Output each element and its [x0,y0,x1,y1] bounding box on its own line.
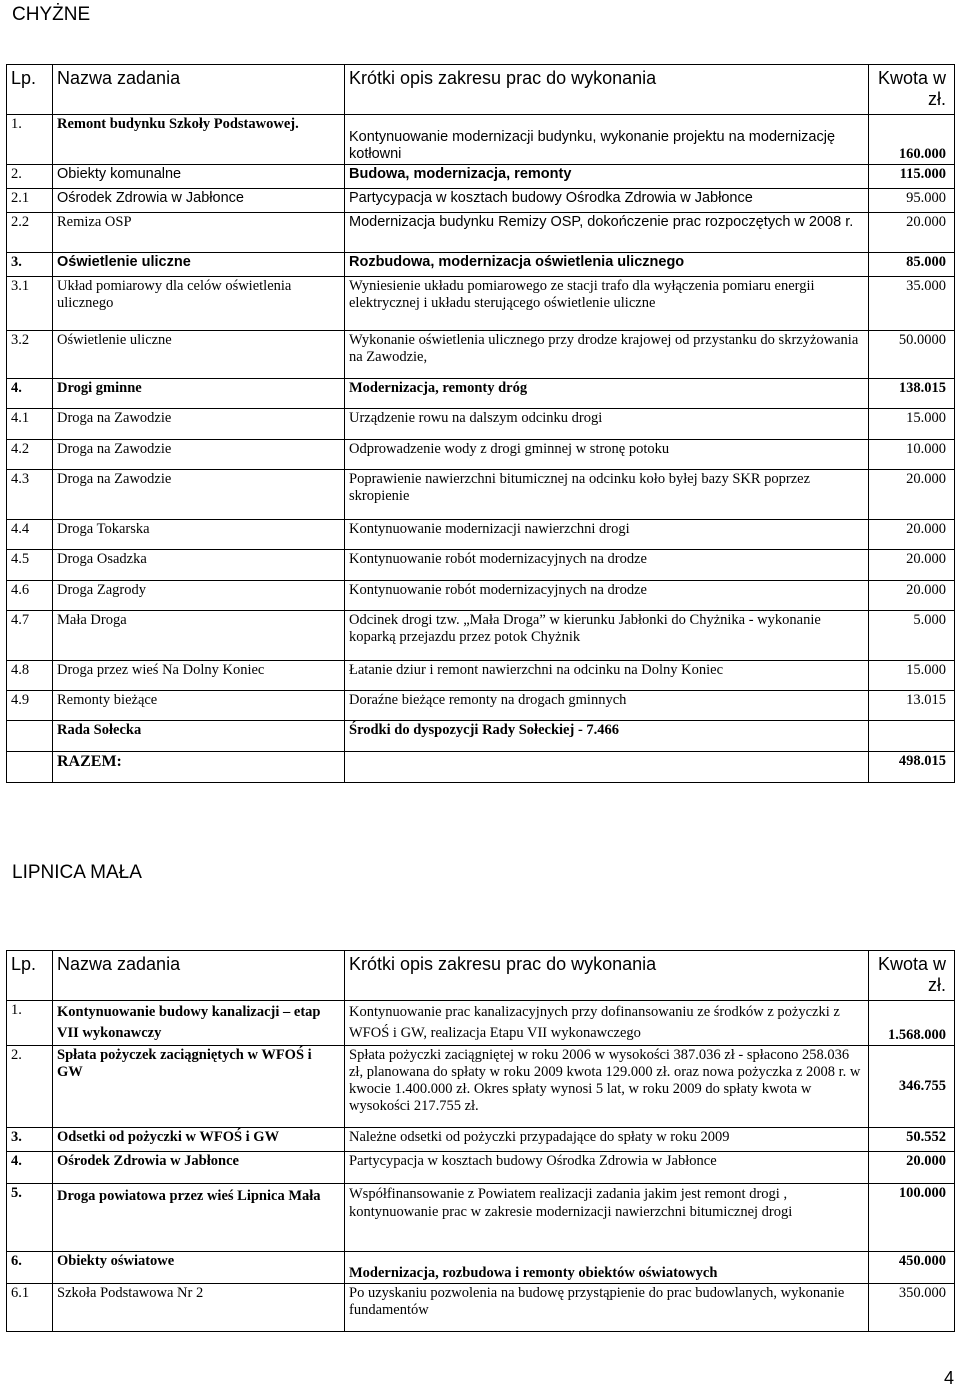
row-name: Droga na Zawodzie [53,409,345,440]
row-lp: 1. [7,1001,53,1046]
row-amount: 35.000 [869,277,955,331]
row-lp: 4.7 [7,611,53,661]
table-row [7,253,955,277]
row-name: Ośrodek Zdrowia w Jabłonce [53,1152,345,1184]
table-row [7,277,955,331]
row-name: Kontynuowanie budowy kanalizacji – etap VII wykonawczy [53,1001,345,1046]
row-desc: Odcinek drogi tzw. „Mała Droga” w kierunku Jabłonki do Chyżnika - wykonanie koparką przejazdu przez potok Chyżnik [345,611,869,661]
row-amount: 138.015 [869,379,955,409]
row-desc: Doraźne bieżące remonty na drogach gminnych [345,691,869,721]
row-name: Droga Zagrody [53,581,345,611]
row-lp: 6. [7,1252,53,1284]
row-desc: Modernizacja budynku Remizy OSP, dokończenie prac rozpoczętych w 2008 r. [345,213,869,253]
row-name: Droga Osadzka [53,550,345,581]
row-desc: Łatanie dziur i remont nawierzchni na odcinku na Dolny Koniec [345,661,869,691]
table-row [7,409,955,440]
table-row [7,115,955,165]
row-desc: Budowa, modernizacja, remonty [345,165,869,189]
row-lp: 3.2 [7,331,53,379]
row-desc: Współfinansowanie z Powiatem realizacji zadania jakim jest remont drogi , kontynuowanie prac w zakresie modernizacji nawierzchni bitumicznej drogi [345,1184,869,1252]
total-label: RAZEM: [53,752,345,783]
row-name: Obiekty oświatowe [53,1252,345,1284]
col-lp: Lp. [7,65,53,115]
row-lp: 4.1 [7,409,53,440]
table-row [7,1001,955,1046]
col-name: Nazwa zadania [53,65,345,115]
row-lp [7,721,53,752]
row-desc: Kontynuowanie modernizacji nawierzchni drogi [345,520,869,550]
row-amount: 20.000 [869,550,955,581]
row-name: Odsetki od pożyczki w WFOŚ i GW [53,1128,345,1152]
row-name: Rada Sołecka [53,721,345,752]
row-amount: 85.000 [869,253,955,277]
col-lp: Lp. [7,951,53,1001]
row-desc: Odprowadzenie wody z drogi gminnej w stronę potoku [345,440,869,470]
table-lipnica-mala [6,950,955,1332]
row-amount: 15.000 [869,661,955,691]
table-row [7,550,955,581]
row-lp: 1. [7,115,53,165]
row-name: Obiekty komunalne [53,165,345,189]
row-desc: Modernizacja, remonty dróg [345,379,869,409]
table-row [7,1128,955,1152]
col-amount: Kwota w zł. [869,951,955,1001]
section-title-lipnica-mala: LIPNICA MAŁA [12,862,142,883]
row-name: Droga na Zawodzie [53,470,345,520]
row-lp: 5. [7,1184,53,1252]
row-amount: 350.000 [869,1284,955,1332]
row-desc: Urządzenie rowu na dalszym odcinku drogi [345,409,869,440]
row-desc: Spłata pożyczki zaciągniętej w roku 2006 w wysokości 387.036 zł - spłacono 258.036 zł, planowana do spłaty w roku 2009 kwota 129.000 zł. oraz nowa pożyczka z 2008 r. w kwocie 1.400.000 zł. Okres spłaty wynosi 5 lat, w roku 2009 do spłaty kwota w wysokości 217.755 zł. [345,1046,869,1128]
row-desc: Modernizacja, rozbudowa i remonty obiektów oświatowych [345,1252,869,1284]
table-row [7,1252,955,1284]
row-amount: 15.000 [869,409,955,440]
row-name: Droga Tokarska [53,520,345,550]
table-row [7,165,955,189]
table-row [7,520,955,550]
row-amount: 115.000 [869,165,955,189]
row-lp: 4. [7,1152,53,1184]
row-amount: 95.000 [869,189,955,213]
col-amount: Kwota w zł. [869,65,955,115]
row-lp: 2.2 [7,213,53,253]
row-name: Szkoła Podstawowa Nr 2 [53,1284,345,1332]
row-desc: Kontynuowanie prac kanalizacyjnych przy dofinansowaniu ze środków z pożyczki z WFOŚ i GW, realizacja Etapu VII wykonawczego [345,1001,869,1046]
row-lp: 2. [7,165,53,189]
row-desc: Kontynuowanie modernizacji budynku, wykonanie projektu na modernizację kotłowni [345,115,869,165]
row-lp: 4.2 [7,440,53,470]
table-header [7,951,955,1001]
col-desc: Krótki opis zakresu prac do wykonania [345,65,869,115]
row-desc: Należne odsetki od pożyczki przypadające do spłaty w roku 2009 [345,1128,869,1152]
row-lp: 4. [7,379,53,409]
row-name: Remiza OSP [53,213,345,253]
row-name: Remont budynku Szkoły Podstawowej. [53,115,345,165]
row-lp: 4.8 [7,661,53,691]
table-row-total [7,752,955,783]
row-lp [7,752,53,783]
row-name: Remonty bieżące [53,691,345,721]
table-row [7,1152,955,1184]
row-amount: 20.000 [869,470,955,520]
row-desc: Wyniesienie układu pomiarowego ze stacji trafo dla wyłączenia pomiaru energii elektrycznej i układu sterującego oświetlenie uliczne [345,277,869,331]
total-amount: 498.015 [869,752,955,783]
row-amount: 10.000 [869,440,955,470]
row-lp: 3. [7,253,53,277]
row-amount: 20.000 [869,581,955,611]
table-row [7,661,955,691]
row-lp: 4.9 [7,691,53,721]
row-name: Droga przez wieś Na Dolny Koniec [53,661,345,691]
row-desc [345,752,869,783]
row-amount: 20.000 [869,520,955,550]
section-title-chyzne: CHYŻNE [12,4,91,25]
row-desc: Kontynuowanie robót modernizacyjnych na drodze [345,550,869,581]
table-row [7,1046,955,1128]
row-name: Układ pomiarowy dla celów oświetlenia ulicznego [53,277,345,331]
table-row [7,213,955,253]
row-amount: 346.755 [869,1046,955,1128]
row-desc: Środki do dyspozycji Rady Sołeckiej - 7.466 [345,721,869,752]
table-header [7,65,955,115]
table-row [7,1184,955,1252]
table-row [7,379,955,409]
row-name: Ośrodek Zdrowia w Jabłonce [53,189,345,213]
row-name: Oświetlenie uliczne [53,253,345,277]
row-name: Droga powiatowa przez wieś Lipnica Mała [53,1184,345,1252]
row-lp: 6.1 [7,1284,53,1332]
row-amount: 5.000 [869,611,955,661]
row-lp: 2. [7,1046,53,1128]
row-amount: 50.0000 [869,331,955,379]
table-row [7,470,955,520]
col-desc: Krótki opis zakresu prac do wykonania [345,951,869,1001]
row-desc: Kontynuowanie robót modernizacyjnych na drodze [345,581,869,611]
row-desc: Wykonanie oświetlenia ulicznego przy drodze krajowej od przystanku do skrzyżowania na Zawodzie, [345,331,869,379]
row-amount: 100.000 [869,1184,955,1252]
table-chyzne [6,64,955,783]
row-name: Drogi gminne [53,379,345,409]
row-amount: 13.015 [869,691,955,721]
row-amount: 450.000 [869,1252,955,1284]
table-row [7,331,955,379]
row-lp: 4.5 [7,550,53,581]
row-desc: Rozbudowa, modernizacja oświetlenia ulicznego [345,253,869,277]
row-desc: Partycypacja w kosztach budowy Ośrodka Zdrowia w Jabłonce [345,189,869,213]
table-row [7,721,955,752]
row-name: Droga na Zawodzie [53,440,345,470]
col-name: Nazwa zadania [53,951,345,1001]
row-desc: Po uzyskaniu pozwolenia na budowę przystąpienie do prac budowlanych, wykonanie fundamentów [345,1284,869,1332]
page-number: 4 [943,1368,954,1388]
table-row [7,581,955,611]
row-amount: 20.000 [869,1152,955,1184]
row-amount: 20.000 [869,213,955,253]
row-desc: Poprawienie nawierzchni bitumicznej na odcinku koło byłej bazy SKR poprzez skropienie [345,470,869,520]
row-lp: 3.1 [7,277,53,331]
table-row [7,611,955,661]
row-lp: 4.3 [7,470,53,520]
row-lp: 3. [7,1128,53,1152]
table-row [7,440,955,470]
row-amount: 50.552 [869,1128,955,1152]
row-name: Spłata pożyczek zaciągniętych w WFOŚ i GW [53,1046,345,1128]
table-row [7,189,955,213]
row-lp: 4.6 [7,581,53,611]
row-desc: Partycypacja w kosztach budowy Ośrodka Zdrowia w Jabłonce [345,1152,869,1184]
row-amount: 160.000 [869,115,955,165]
row-amount: 1.568.000 [869,1001,955,1046]
row-lp: 2.1 [7,189,53,213]
table-row [7,691,955,721]
row-name: Oświetlenie uliczne [53,331,345,379]
table-row [7,1284,955,1332]
row-name: Mała Droga [53,611,345,661]
row-lp: 4.4 [7,520,53,550]
row-amount [869,721,955,752]
